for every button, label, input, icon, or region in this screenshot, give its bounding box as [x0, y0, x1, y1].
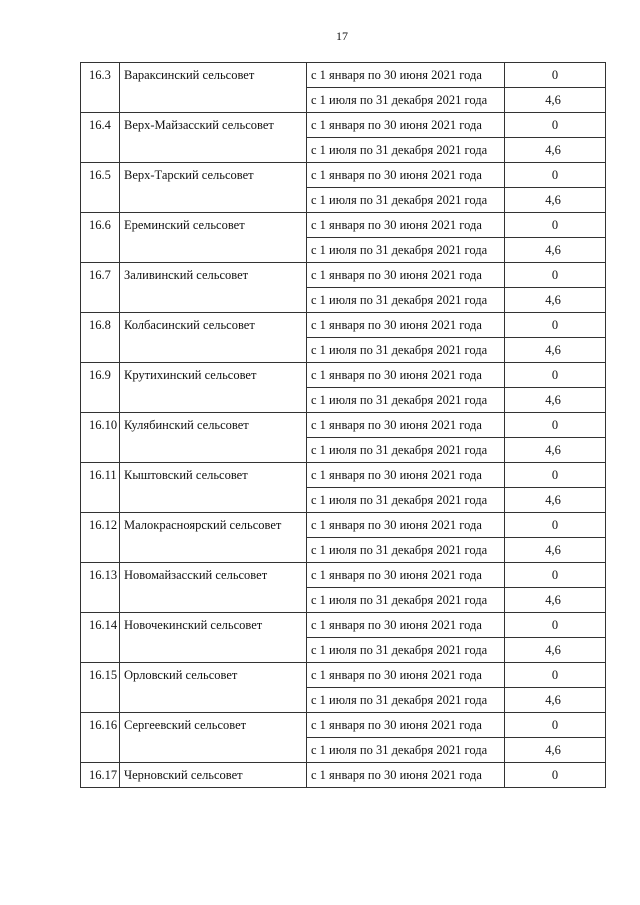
period-first-half: с 1 января по 30 июня 2021 года: [307, 663, 505, 688]
table-row: [81, 713, 606, 738]
row-number: 16.6: [81, 213, 120, 263]
rate-first-half: 0: [505, 713, 606, 738]
row-number: 16.4: [81, 113, 120, 163]
table-row: [81, 363, 606, 388]
row-number: 16.8: [81, 313, 120, 363]
rate-first-half: 0: [505, 763, 606, 788]
period-second-half: с 1 июля по 31 декабря 2021 года: [307, 388, 505, 413]
rate-first-half: 0: [505, 563, 606, 588]
rate-first-half: 0: [505, 613, 606, 638]
period-first-half: с 1 января по 30 июня 2021 года: [307, 313, 505, 338]
rate-second-half: 4,6: [505, 388, 606, 413]
row-number: 16.12: [81, 513, 120, 563]
rate-first-half: 0: [505, 163, 606, 188]
rate-second-half: 4,6: [505, 138, 606, 163]
table-row: [81, 113, 606, 138]
rate-second-half: 4,6: [505, 188, 606, 213]
period-first-half: с 1 января по 30 июня 2021 года: [307, 563, 505, 588]
period-second-half: с 1 июля по 31 декабря 2021 года: [307, 638, 505, 663]
period-first-half: с 1 января по 30 июня 2021 года: [307, 213, 505, 238]
period-second-half: с 1 июля по 31 декабря 2021 года: [307, 588, 505, 613]
row-number: 16.11: [81, 463, 120, 513]
rate-first-half: 0: [505, 113, 606, 138]
period-second-half: с 1 июля по 31 декабря 2021 года: [307, 338, 505, 363]
period-first-half: с 1 января по 30 июня 2021 года: [307, 613, 505, 638]
row-number: 16.3: [81, 63, 120, 113]
rate-first-half: 0: [505, 263, 606, 288]
settlement-name: Сергеевский сельсовет: [120, 713, 307, 763]
period-first-half: с 1 января по 30 июня 2021 года: [307, 113, 505, 138]
period-second-half: с 1 июля по 31 декабря 2021 года: [307, 288, 505, 313]
period-second-half: с 1 июля по 31 декабря 2021 года: [307, 188, 505, 213]
row-number: 16.16: [81, 713, 120, 763]
settlement-name: Черновский сельсовет: [120, 763, 307, 788]
settlement-name: Вараксинский сельсовет: [120, 63, 307, 113]
row-number: 16.17: [81, 763, 120, 788]
rate-second-half: 4,6: [505, 238, 606, 263]
period-first-half: с 1 января по 30 июня 2021 года: [307, 763, 505, 788]
rate-second-half: 4,6: [505, 288, 606, 313]
period-second-half: с 1 июля по 31 декабря 2021 года: [307, 738, 505, 763]
rate-first-half: 0: [505, 213, 606, 238]
rate-first-half: 0: [505, 413, 606, 438]
period-second-half: с 1 июля по 31 декабря 2021 года: [307, 538, 505, 563]
settlement-name: Кыштовский сельсовет: [120, 463, 307, 513]
rate-first-half: 0: [505, 513, 606, 538]
table-row: [81, 663, 606, 688]
period-first-half: с 1 января по 30 июня 2021 года: [307, 513, 505, 538]
rate-first-half: 0: [505, 463, 606, 488]
rate-first-half: 0: [505, 663, 606, 688]
period-first-half: с 1 января по 30 июня 2021 года: [307, 263, 505, 288]
period-first-half: с 1 января по 30 июня 2021 года: [307, 463, 505, 488]
period-second-half: с 1 июля по 31 декабря 2021 года: [307, 688, 505, 713]
row-number: 16.14: [81, 613, 120, 663]
rate-second-half: 4,6: [505, 688, 606, 713]
rate-second-half: 4,6: [505, 488, 606, 513]
rate-second-half: 4,6: [505, 738, 606, 763]
page-number: 17: [336, 29, 348, 43]
settlement-name: Кулябинский сельсовет: [120, 413, 307, 463]
settlement-name: Ереминский сельсовет: [120, 213, 307, 263]
period-second-half: с 1 июля по 31 декабря 2021 года: [307, 88, 505, 113]
rate-second-half: 4,6: [505, 88, 606, 113]
settlement-name: Орловский сельсовет: [120, 663, 307, 713]
rate-second-half: 4,6: [505, 588, 606, 613]
period-first-half: с 1 января по 30 июня 2021 года: [307, 363, 505, 388]
table-row: [81, 563, 606, 588]
settlement-name: Верх-Тарский сельсовет: [120, 163, 307, 213]
rate-first-half: 0: [505, 63, 606, 88]
row-number: 16.7: [81, 263, 120, 313]
table-body: [81, 63, 606, 788]
settlement-name: Малокрасноярский сельсовет: [120, 513, 307, 563]
table-row: [81, 163, 606, 188]
table-row: [81, 213, 606, 238]
tax-rates-table: [80, 62, 606, 788]
settlement-name: Новочекинский сельсовет: [120, 613, 307, 663]
table-row: [81, 263, 606, 288]
settlement-name: Крутихинский сельсовет: [120, 363, 307, 413]
table-row: [81, 513, 606, 538]
rate-second-half: 4,6: [505, 438, 606, 463]
period-first-half: с 1 января по 30 июня 2021 года: [307, 413, 505, 438]
table-row: [81, 613, 606, 638]
period-first-half: с 1 января по 30 июня 2021 года: [307, 163, 505, 188]
rate-first-half: 0: [505, 313, 606, 338]
table-row: [81, 763, 606, 788]
table-row: [81, 463, 606, 488]
period-second-half: с 1 июля по 31 декабря 2021 года: [307, 438, 505, 463]
settlement-name: Верх-Майзасский сельсовет: [120, 113, 307, 163]
row-number: 16.13: [81, 563, 120, 613]
settlement-name: Колбасинский сельсовет: [120, 313, 307, 363]
rate-second-half: 4,6: [505, 638, 606, 663]
row-number: 16.9: [81, 363, 120, 413]
period-first-half: с 1 января по 30 июня 2021 года: [307, 63, 505, 88]
row-number: 16.10: [81, 413, 120, 463]
row-number: 16.15: [81, 663, 120, 713]
period-second-half: с 1 июля по 31 декабря 2021 года: [307, 238, 505, 263]
table-row: [81, 63, 606, 88]
settlement-name: Новомайзасский сельсовет: [120, 563, 307, 613]
row-number: 16.5: [81, 163, 120, 213]
rate-first-half: 0: [505, 363, 606, 388]
table-row: [81, 313, 606, 338]
period-first-half: с 1 января по 30 июня 2021 года: [307, 713, 505, 738]
rate-second-half: 4,6: [505, 338, 606, 363]
settlement-name: Заливинский сельсовет: [120, 263, 307, 313]
rate-second-half: 4,6: [505, 538, 606, 563]
table-row: [81, 413, 606, 438]
period-second-half: с 1 июля по 31 декабря 2021 года: [307, 488, 505, 513]
period-second-half: с 1 июля по 31 декабря 2021 года: [307, 138, 505, 163]
